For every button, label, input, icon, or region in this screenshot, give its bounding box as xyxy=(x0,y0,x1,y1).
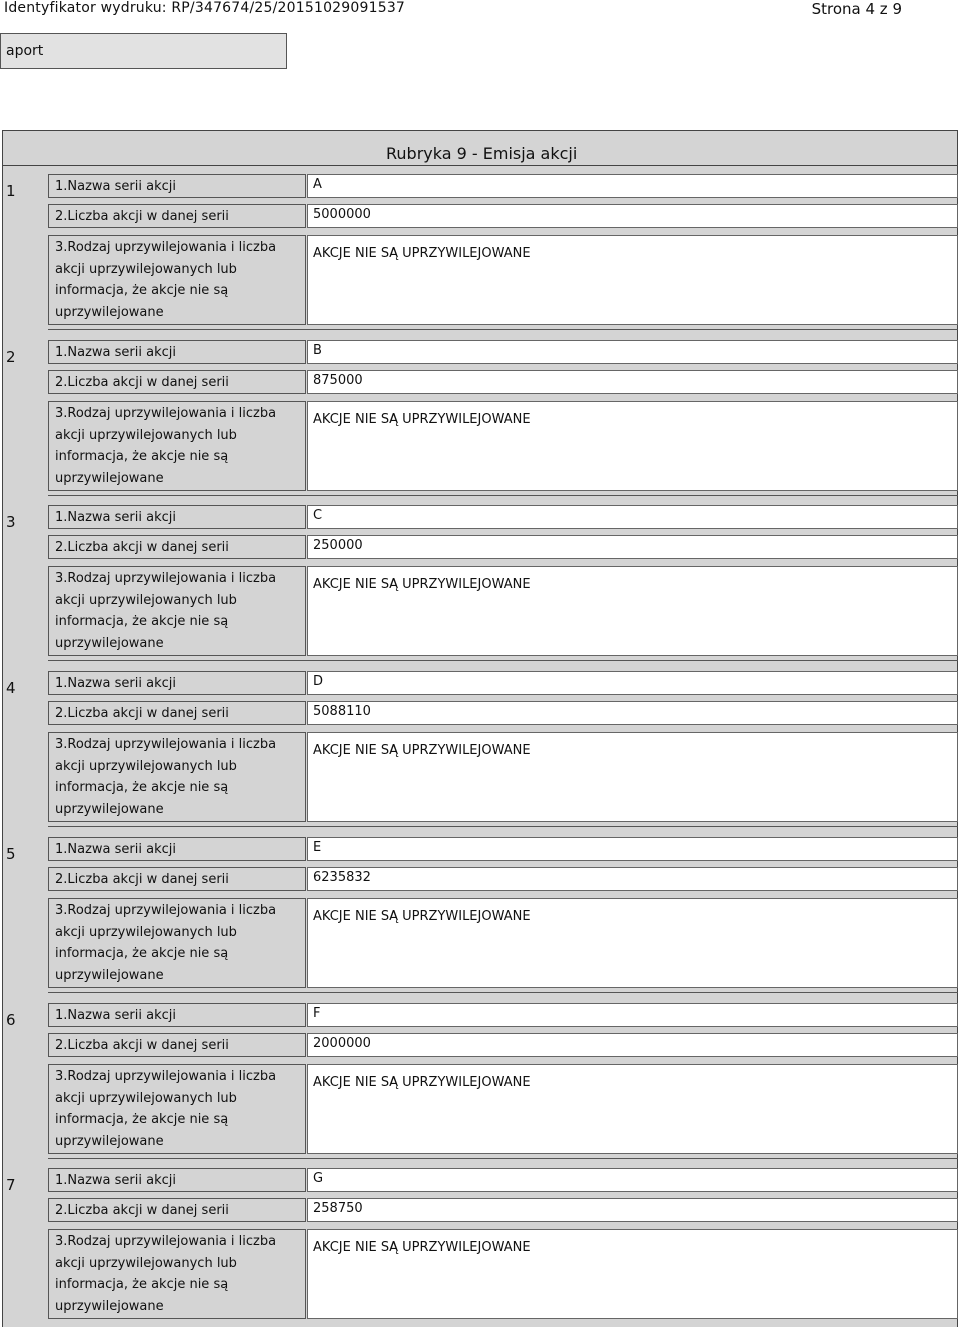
share-series-section xyxy=(2,166,958,332)
section-number: 2 xyxy=(6,348,16,366)
section-number: 1 xyxy=(6,182,16,200)
section-number: 4 xyxy=(6,679,16,697)
share-count-value: 875000 xyxy=(307,370,958,394)
share-count-value: 250000 xyxy=(307,535,958,559)
series-name-label: 1.Nazwa serii akcji xyxy=(48,1168,306,1192)
preference-label: 3.Rodzaj uprzywilejowania i liczba akcji uprzywilejowanych lub informacja, że akcje nie są uprzywilejowane xyxy=(48,1064,306,1154)
share-count-label: 2.Liczba akcji w danej serii xyxy=(48,1033,306,1057)
series-name-value: G xyxy=(307,1168,958,1192)
share-count-label: 2.Liczba akcji w danej serii xyxy=(48,867,306,891)
share-count-label: 2.Liczba akcji w danej serii xyxy=(48,701,306,725)
series-name-label: 1.Nazwa serii akcji xyxy=(48,340,306,364)
series-name-value: D xyxy=(307,671,958,695)
share-count-label: 2.Liczba akcji w danej serii xyxy=(48,1198,306,1222)
preference-label: 3.Rodzaj uprzywilejowania i liczba akcji uprzywilejowanych lub informacja, że akcje nie są uprzywilejowane xyxy=(48,401,306,491)
share-count-label: 2.Liczba akcji w danej serii xyxy=(48,370,306,394)
share-series-section xyxy=(2,663,958,829)
page-number: Strona 4 z 9 xyxy=(811,0,902,18)
section-number: 5 xyxy=(6,845,16,863)
section-divider xyxy=(48,495,958,496)
share-count-value: 5088110 xyxy=(307,701,958,725)
preference-label: 3.Rodzaj uprzywilejowania i liczba akcji uprzywilejowanych lub informacja, że akcje nie są uprzywilejowane xyxy=(48,732,306,822)
series-name-label: 1.Nazwa serii akcji xyxy=(48,671,306,695)
share-series-section xyxy=(2,332,958,498)
section-divider xyxy=(48,329,958,330)
series-name-label: 1.Nazwa serii akcji xyxy=(48,1003,306,1027)
series-name-label: 1.Nazwa serii akcji xyxy=(48,505,306,529)
series-name-value: A xyxy=(307,174,958,198)
share-series-section xyxy=(2,829,958,995)
section-divider xyxy=(48,992,958,993)
share-count-label: 2.Liczba akcji w danej serii xyxy=(48,204,306,228)
series-name-value: B xyxy=(307,340,958,364)
section-number: 7 xyxy=(6,1176,16,1194)
share-count-label: 2.Liczba akcji w danej serii xyxy=(48,535,306,559)
share-series-section xyxy=(2,995,958,1161)
series-name-value: C xyxy=(307,505,958,529)
preference-value: AKCJE NIE SĄ UPRZYWILEJOWANE xyxy=(307,566,958,656)
preference-value: AKCJE NIE SĄ UPRZYWILEJOWANE xyxy=(307,732,958,822)
series-name-value: F xyxy=(307,1003,958,1027)
section-number: 6 xyxy=(6,1011,16,1029)
section-title: Rubryka 9 - Emisja akcji xyxy=(2,130,958,166)
preference-value: AKCJE NIE SĄ UPRZYWILEJOWANE xyxy=(307,401,958,491)
series-name-label: 1.Nazwa serii akcji xyxy=(48,837,306,861)
share-count-value: 5000000 xyxy=(307,204,958,228)
preference-label: 3.Rodzaj uprzywilejowania i liczba akcji uprzywilejowanych lub informacja, że akcje nie są uprzywilejowane xyxy=(48,898,306,988)
share-series-section xyxy=(2,1160,958,1326)
preference-value: AKCJE NIE SĄ UPRZYWILEJOWANE xyxy=(307,235,958,325)
preference-label: 3.Rodzaj uprzywilejowania i liczba akcji uprzywilejowanych lub informacja, że akcje nie są uprzywilejowane xyxy=(48,235,306,325)
preference-label: 3.Rodzaj uprzywilejowania i liczba akcji uprzywilejowanych lub informacja, że akcje nie są uprzywilejowane xyxy=(48,1229,306,1319)
preference-value: AKCJE NIE SĄ UPRZYWILEJOWANE xyxy=(307,1229,958,1319)
aport-field: aport xyxy=(0,33,287,69)
share-count-value: 2000000 xyxy=(307,1033,958,1057)
section-divider xyxy=(48,660,958,661)
share-series-section xyxy=(2,497,958,663)
preference-value: AKCJE NIE SĄ UPRZYWILEJOWANE xyxy=(307,1064,958,1154)
preference-value: AKCJE NIE SĄ UPRZYWILEJOWANE xyxy=(307,898,958,988)
preference-label: 3.Rodzaj uprzywilejowania i liczba akcji uprzywilejowanych lub informacja, że akcje nie są uprzywilejowane xyxy=(48,566,306,656)
share-count-value: 6235832 xyxy=(307,867,958,891)
series-name-value: E xyxy=(307,837,958,861)
section-number: 3 xyxy=(6,513,16,531)
series-name-label: 1.Nazwa serii akcji xyxy=(48,174,306,198)
section-divider xyxy=(48,826,958,827)
share-count-value: 258750 xyxy=(307,1198,958,1222)
print-identifier: Identyfikator wydruku: RP/347674/25/20151029091537 xyxy=(4,0,406,16)
section-divider xyxy=(48,1158,958,1159)
